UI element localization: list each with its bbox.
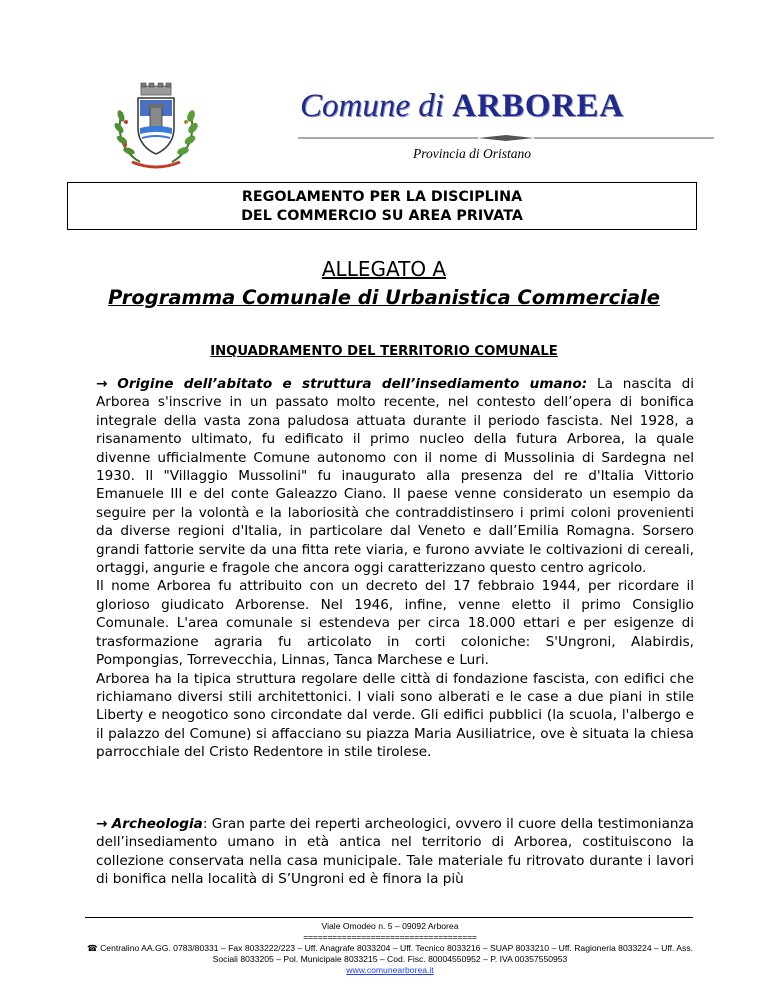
section-title: INQUADRAMENTO DEL TERRITORIO COMUNALE <box>210 344 558 359</box>
telephone-icon: ☎ <box>86 943 98 953</box>
arrow-icon: → <box>96 376 108 392</box>
province-subtitle: Provincia di Oristano <box>413 146 531 161</box>
footer-address: Viale Omodeo n. 5 – 09092 Arborea <box>321 921 459 931</box>
website-link[interactable]: www.comunearborea.it <box>346 965 434 975</box>
archeology-text: : Gran parte dei reperti archeologici, ovvero il cuore della testimonianza dell’insediamento umano in età antica nel territorio di Arborea, costituiscono la collezione conservata nella casa municipale. Tale materiale fu ritrovato durante i lavori di bonifica nella località di S’Ungroni ed è finora la più <box>96 816 694 888</box>
title-prefix: Comune di <box>300 88 444 124</box>
arrow-icon: → <box>96 816 108 832</box>
paragraph-origin <box>96 375 694 762</box>
regulation-line-2: DEL COMMERCIO SU AREA PRIVATA <box>241 208 523 224</box>
origin-text: La nascita di Arborea s'inscrive in un passato molto recente, nel contesto dell’opera di bonifica integrale della vasta zona paludosa attuata durante il periodo fascista. Nel 1928, a risanamento ultimato, fu edificato il primo nucleo della futura Arborea, la quale divenne ufficialmente Comune autonomo con il nome di Mussolinia di Sardegna nel 1930. Il "Villaggio Mussolini" fu inaugurato alla presenza del re d'Italia Vittorio Emanuele III e del conte Galeazzo Ciano. Il paese venne considerato un esempio da seguire per la volontà e la laboriosità che contraddistinsero i primi coloni provenienti da diverse regioni d'Italia, in particolare dal Veneto e dall’Emilia Romagna. Sorsero grandi fattorie servite da una fitta rete viaria, e furono avviate le coltivazioni di cereali, ortaggi, angurie e fragole che ancora oggi caratterizzano questo centro agricolo. <box>96 376 694 577</box>
regulation-title-box <box>67 182 697 230</box>
footer-divider <box>85 917 693 918</box>
origin-text-name: Il nome Arborea fu attribuito con un decreto del 17 febbraio 1944, per ricordare il glorioso giudicato Arborense. Nel 1946, infine, venne eletto il primo Consiglio Comunale. L'area comunale si estendeva per circa 18.000 ettari e per esigenze di trasformazione agraria fu articolato in corti coloniche: S'Ungroni, Alabirdis, Pompongias, Torrevecchia, Linnas, Tanca Marchese e Luri. <box>96 578 694 669</box>
title-name: ARBOREA <box>452 88 625 124</box>
origin-lead-in: Origine dell’abitato e struttura dell’insediamento umano: <box>117 376 588 392</box>
municipality-title <box>300 88 720 125</box>
paragraph-archeology <box>96 815 694 889</box>
footer-contacts-1: Centralino AA.GG. 0783/80331 – Fax 8033222/223 – Uff. Anagrafe 8033204 – Uff. Tecnico 8033216 – SUAP 8033210 – Uff. Ragioneria 8033224 – Uff. Ass. <box>100 943 694 953</box>
footer-separator: ==================================== <box>303 932 477 942</box>
municipal-crest-icon <box>110 82 202 172</box>
footer <box>70 921 710 976</box>
annex-title: ALLEGATO A <box>321 257 447 281</box>
footer-contacts-2: Sociali 8033205 – Pol. Municipale 8033215 – Cod. Fisc. 80004550952 – P. IVA 00357550953 <box>212 954 568 964</box>
origin-text-structure: Arborea ha la tipica struttura regolare delle città di fondazione fascista, con edifici che richiamano diversi stili architettonici. I viali sono alberati e le case a due piani in stile Liberty e neogotico sono circondate dal verde. Gli edifici pubblici (la scuola, l'albergo e il palazzo del Comune) si affacciano su piazza Maria Ausiliatrice, ove è situata la chiesa parrocchiale del Cristo Redentore in stile tirolese. <box>96 670 694 761</box>
annex-subtitle: Programma Comunale di Urbanistica Commerciale <box>108 286 660 309</box>
header-divider <box>298 134 714 142</box>
regulation-line-1: REGOLAMENTO PER LA DISCIPLINA <box>241 189 523 205</box>
archeology-lead-in: Archeologia <box>111 816 203 832</box>
